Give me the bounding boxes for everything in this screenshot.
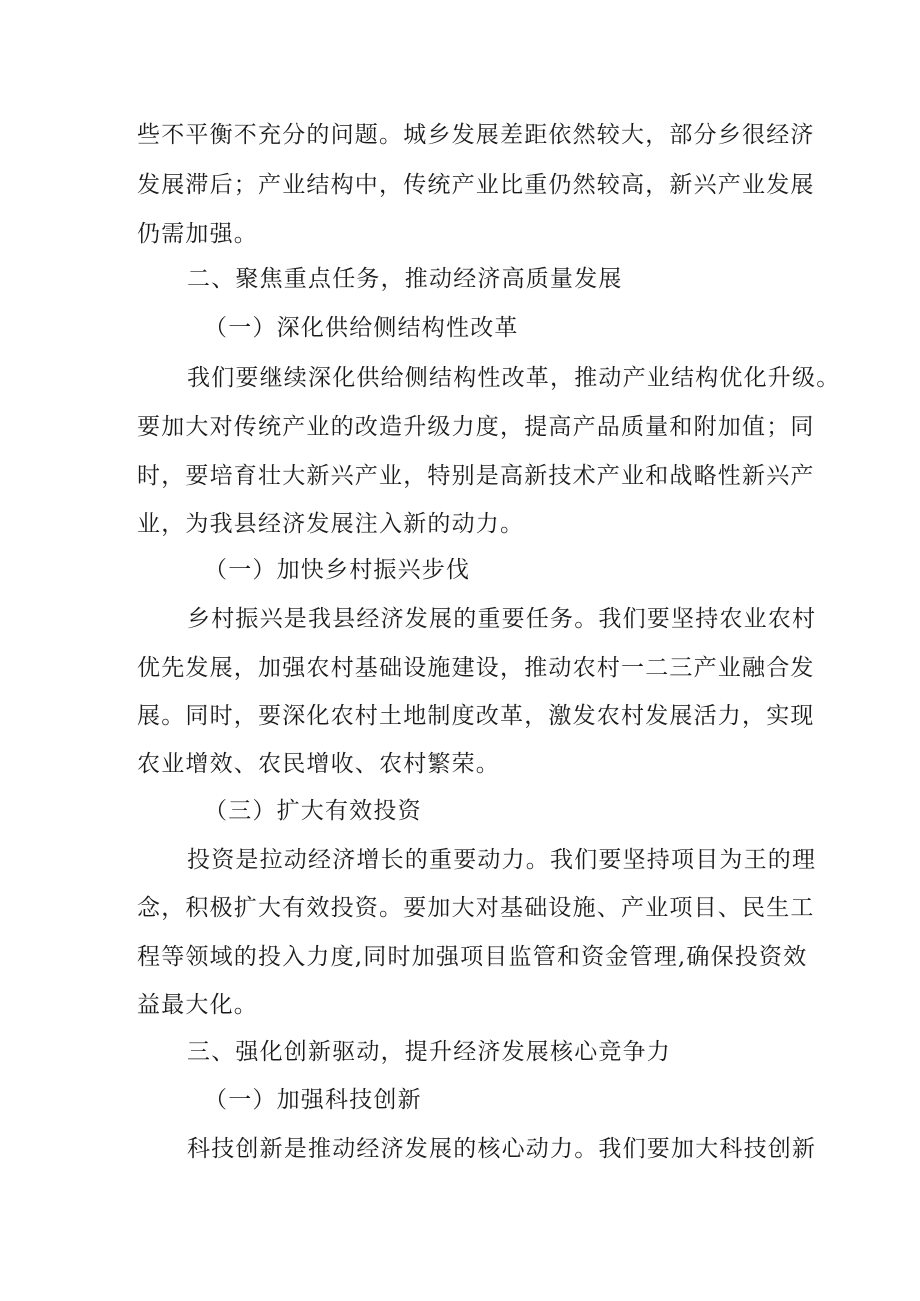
paragraph-line: 科技创新是推动经济发展的核心动力。我们要加大科技创新 [187,1136,817,1162]
paragraph-line: 益最大化。 [137,992,258,1018]
subsection-heading: （三）扩大有效投资 [204,798,422,824]
section-heading: 二、聚焦重点任务，推动经济高质量发展 [187,266,623,292]
paragraph-line: 念，积极扩大有效投资。要加大对基础设施、产业项目、民生工 [137,895,815,921]
paragraph-line: 些不平衡不充分的问题。城乡发展差距依然较大，部分乡很经济 [137,122,815,148]
paragraph-line: 仍需加强。 [137,221,258,247]
paragraph-line: 时，要培育壮大新兴产业，特别是高新技术产业和战略性新兴产 [137,463,815,489]
subsection-heading: （一）加快乡村振兴步伐 [204,557,471,583]
subsection-heading: （一）加强科技创新 [204,1087,422,1113]
subsection-heading: （一）深化供给侧结构性改革 [204,315,519,341]
paragraph-line: 优先发展，加强农村基础设施建设，推动农村一二三产业融合发 [137,655,815,681]
paragraph-line: 农业增效、农民增收、农村繁荣。 [137,751,500,777]
paragraph-line: 要加大对传统产业的改造升级力度，提高产品质量和附加值；同 [137,414,815,440]
paragraph-line: 发展滞后；产业结构中，传统产业比重仍然较高，新兴产业发展 [137,172,815,198]
paragraph-line: 乡村振兴是我县经济发展的重要任务。我们要坚持农业农村 [187,606,817,632]
paragraph-line: 业，为我县经济发展注入新的动力。 [137,511,525,537]
paragraph-line: 我们要继续深化供给侧结构性改革，推动产业结构优化升级。 [187,365,841,391]
paragraph-line: 程等领域的投入力度,同时加强项目监管和资金管理,确保投资效 [137,944,808,970]
section-heading: 三、强化创新驱动，提升经济发展核心竞争力 [187,1039,671,1065]
paragraph-line: 投资是拉动经济增长的重要动力。我们要坚持项目为王的理 [187,847,817,873]
paragraph-line: 展。同时，要深化农村土地制度改革，激发农村发展活力，实现 [137,703,815,729]
